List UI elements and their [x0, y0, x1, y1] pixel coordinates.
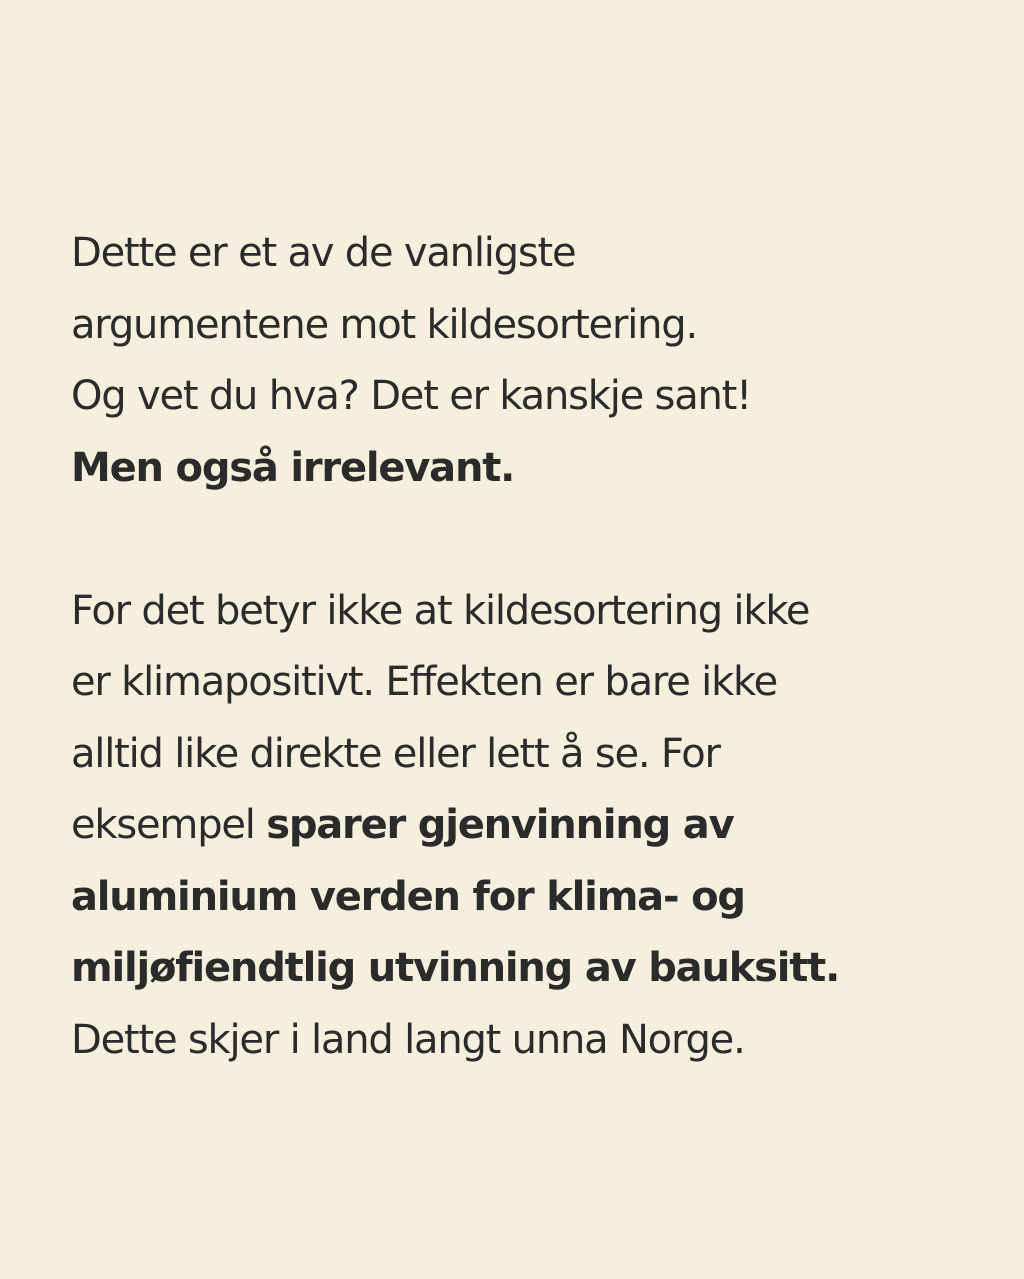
- paragraph-2-line-7: Dette skjer i land langt unna Norge.: [71, 1016, 745, 1063]
- paragraph-1-line-2: argumentene mot kildesortering.: [71, 301, 697, 348]
- paragraph-2: [71, 576, 1001, 1077]
- paragraph-2-emphasis-line-5: aluminium verden for klima- og: [71, 873, 745, 920]
- paragraph-1-line-3: Og vet du hva? Det er kanskje sant!: [71, 373, 751, 419]
- paragraph-1-emphasis: Men også irrelevant.: [71, 444, 515, 491]
- paragraph-1: [71, 218, 1001, 504]
- text-content: [71, 218, 1001, 1076]
- paragraph-2-line-1: For det betyr ikke at kildesortering ikke: [71, 587, 810, 634]
- paragraph-2-line-4: [71, 790, 1001, 862]
- paragraph-2-line-3: alltid like direkte eller lett å se. For: [71, 730, 720, 777]
- paragraph-2-emphasis-start: sparer gjenvinning av: [266, 802, 734, 848]
- paragraph-2-emphasis-line-6: miljøfiendtlig utvinning av bauksitt.: [71, 945, 840, 991]
- paragraph-2-line-4-prefix: eksempel: [71, 802, 267, 848]
- paragraph-1-line-1: Dette er et av de vanligste: [71, 230, 576, 276]
- paragraph-2-line-2: er klimapositivt. Effekten er bare ikke: [71, 659, 777, 705]
